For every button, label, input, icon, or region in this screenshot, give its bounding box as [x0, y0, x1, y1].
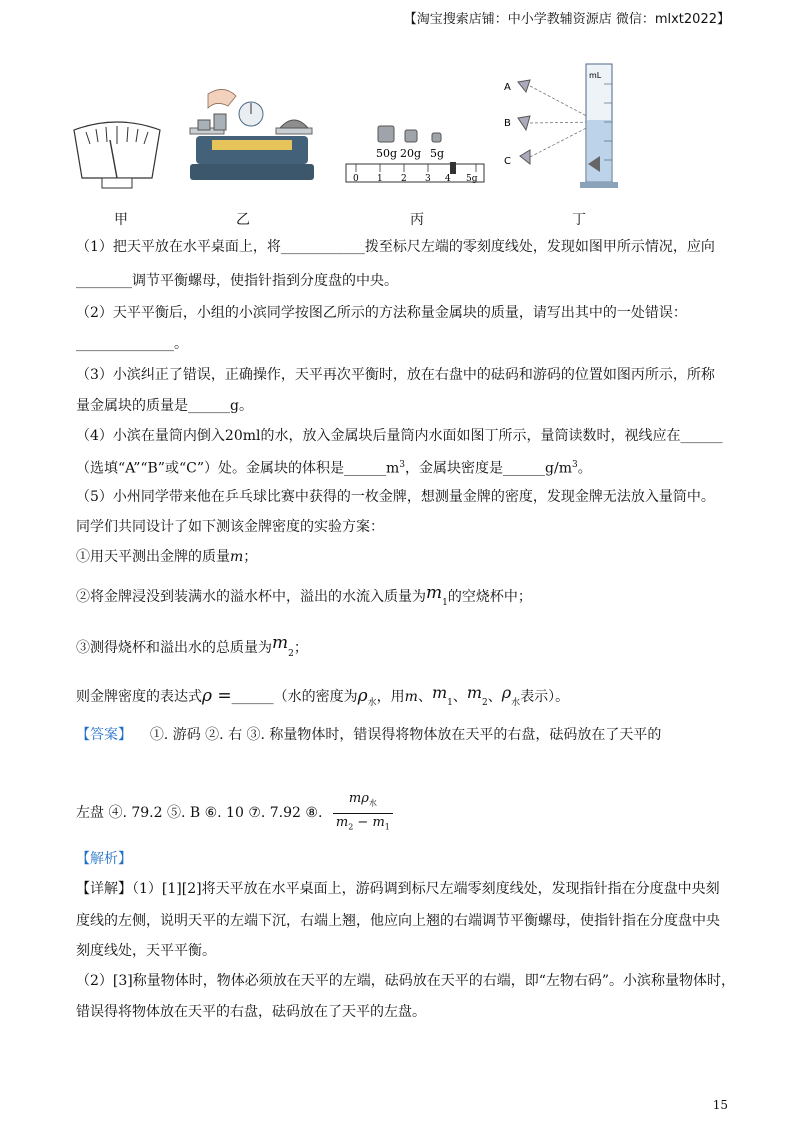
ruler-tick-3: 3	[425, 174, 431, 184]
cylinder-unit-label: mL	[589, 71, 602, 80]
density-expression-line: 则金牌密度的表达式ρ =______（水的密度为$\rho_水$，用m、$m_1$、$m_2$、$\rho_水$表示）。	[76, 683, 570, 708]
balance-figure	[176, 84, 326, 188]
analysis-line-4: （2）[3]称量物体时，物体必须放在天平的左端，砝码放在天平的右端，即“左物右码”。小滨称量物体时，	[76, 973, 736, 989]
analysis-line-3: 刻度线处，天平平衡。	[76, 943, 216, 959]
eye-label-b: B	[504, 118, 511, 129]
weight-label-50g: 50g	[376, 147, 398, 160]
ruler-tick-5g: 5g	[466, 174, 478, 184]
question-line-3: （2）天平平衡后，小组的小滨同学按图乙所示的方法称量金属块的质量，请写出其中的一处错误：	[76, 305, 687, 321]
answer-tag: 【答案】	[76, 727, 132, 743]
question-line-7: （4）小滨在量筒内倒入20ml的水，放入金属块后量筒内水面如图丁所示，量筒读数时，视线应在______	[76, 428, 723, 444]
analysis-line-5: 错误得将物体放在天平的右盘，砝码放在了天平的左盘。	[76, 1004, 426, 1020]
answer-line-2: 左盘 ④. 79.2 ⑤. B ⑥. 10 ⑦. 7.92 ⑧. $\frac{m\rho_水}{m_2 - m_1}$	[76, 790, 393, 836]
weight-label-5g: 5g	[430, 147, 445, 160]
question-line-5: （3）小滨纠正了错误，正确操作，天平再次平衡时，放在右盘中的砝码和游码的位置如图丙所示，所称	[76, 367, 715, 383]
ruler-tick-2: 2	[401, 174, 407, 184]
question-line-4: ______________。	[76, 336, 188, 352]
page-number: 15	[712, 1098, 728, 1112]
eye-label-c: C	[504, 156, 511, 167]
density-fraction: $\frac{m\rho_水}{m_2 - m_1}$	[333, 790, 393, 836]
detail-tag: 【详解】	[76, 881, 132, 897]
figure-caption-yi: 乙	[236, 212, 250, 228]
ruler-tick-0: 0	[353, 174, 359, 184]
figure-caption-ding: 丁	[572, 212, 586, 228]
analysis-line-1: 【详解】（1）[1][2]将天平放在水平桌面上，游码调到标尺左端零刻度线处，发现指针指在分度盘中央刻	[76, 881, 720, 897]
ruler-tick-1: 1	[377, 174, 383, 184]
step-1: ①用天平测出金牌的质量m；	[76, 549, 258, 565]
question-line-2: ________调节平衡螺母，使指针指到分度盘的中央。	[76, 273, 398, 289]
weight-label-20g: 20g	[400, 147, 422, 160]
cylinder-figure	[500, 60, 632, 192]
ruler-tick-4: 4	[445, 174, 451, 184]
figure-caption-bing: 丙	[410, 212, 424, 228]
analysis-tag: 【解析】	[76, 851, 132, 867]
question-line-9: （5）小州同学带来他在乒乓球比赛中获得的一枚金牌，想测量金牌的密度，发现金牌无法放入量筒中。	[76, 489, 715, 505]
page-header: 【淘宝搜索店铺：中小学教辅资源店 微信：mlxt2022】	[403, 12, 730, 27]
question-line-8: （选填“A”“B”或“C”）处。金属块的体积是$\_\_\_\_\_\_m^3$，金属块密度是$\_\_\_\_\_\_g/m^3$。	[76, 460, 592, 477]
step-3: ③测得烧杯和溢出水的总质量为$m_2$；	[76, 633, 308, 659]
question-line-1: （1）把天平放在水平桌面上，将____________拨至标尺左端的零刻度线处，发现如图甲所示情况，应向	[76, 239, 715, 255]
figure-caption-jia: 甲	[114, 212, 128, 228]
analysis-line-2: 度线的左侧，说明天平的左端下沉，右端上翘，他应向上翘的右端调节平衡螺母，使指针指在分度盘中央	[76, 913, 720, 929]
answer-line-1: 【答案】 ①. 游码 ②. 右 ③. 称量物体时，错误得将物体放在天平的右盘，砝码放在了天平的	[76, 727, 662, 743]
scale-dial-figure	[72, 118, 162, 190]
step-2: ②将金牌浸没到装满水的溢水杯中，溢出的水流入质量为$m_1$的空烧杯中；	[76, 583, 532, 608]
eye-label-a: A	[504, 82, 511, 93]
weights-ruler-figure	[342, 120, 490, 186]
question-line-6: 量金属块的质量是______g。	[76, 398, 253, 414]
question-line-10: 同学们共同设计了如下测该金牌密度的实验方案：	[76, 519, 384, 535]
